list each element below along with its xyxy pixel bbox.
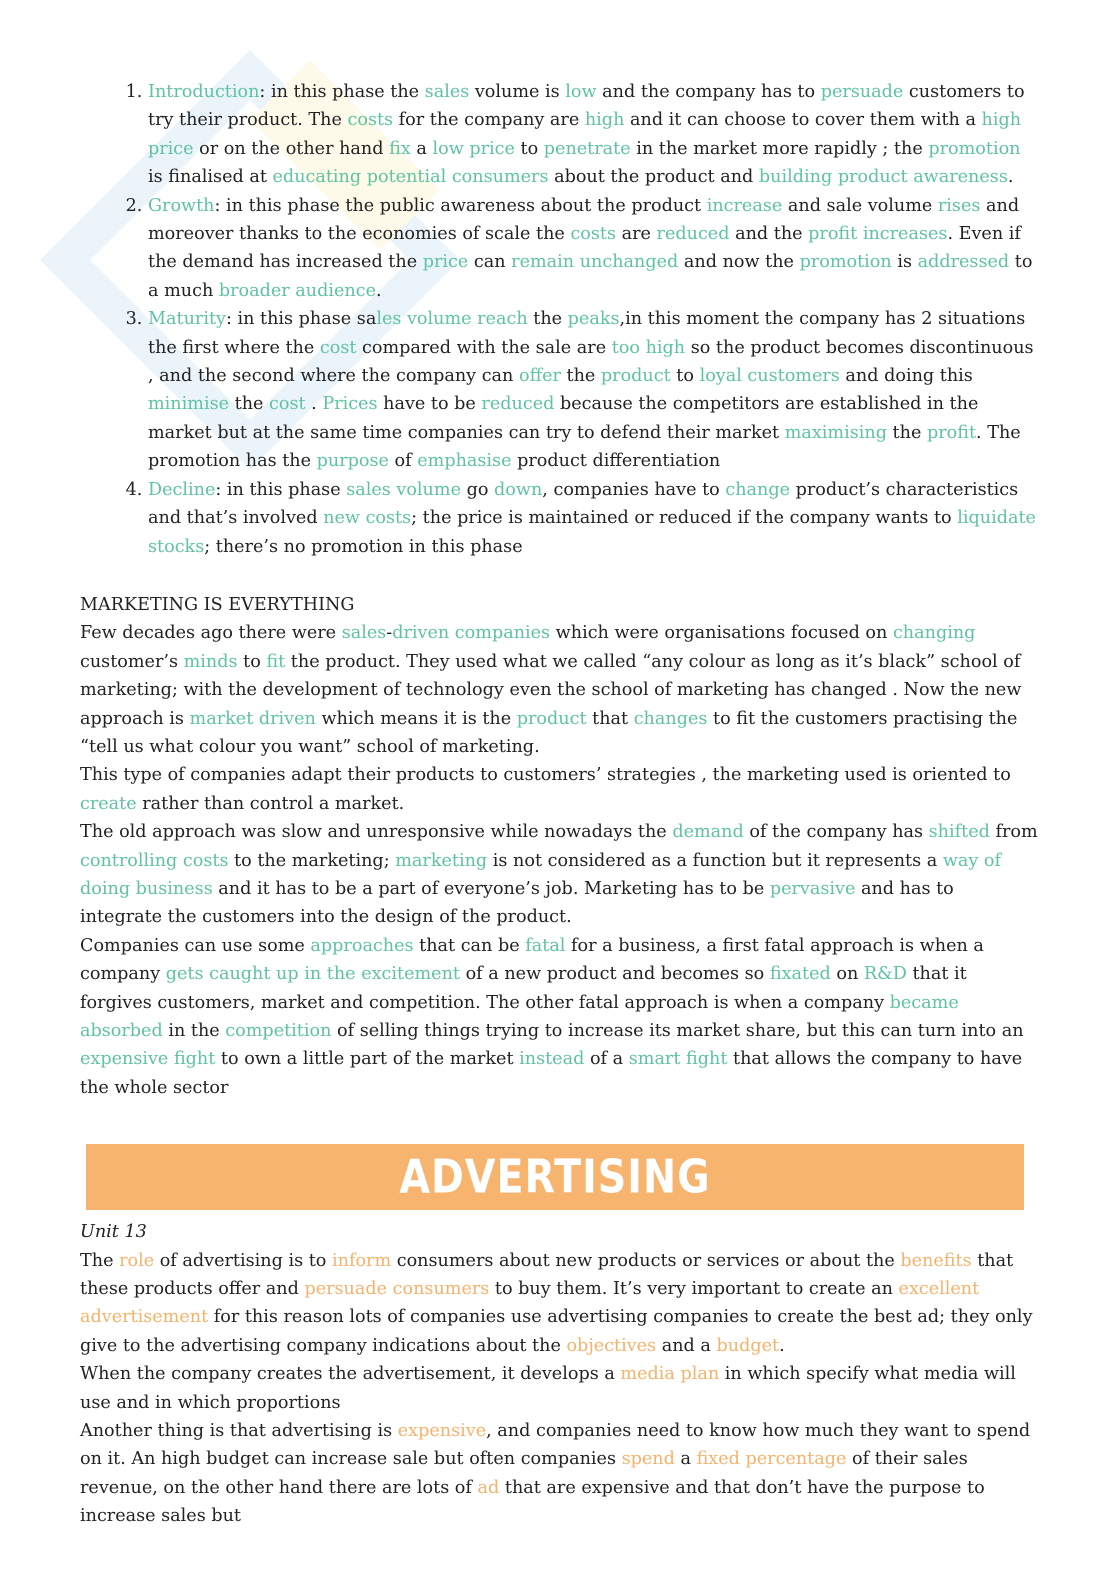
text-run: from	[989, 822, 1038, 843]
highlight-term: Growth	[148, 195, 215, 216]
highlight-term: new costs	[323, 508, 412, 529]
text-run: to own a little part of the market	[215, 1049, 520, 1070]
highlight-term: sales	[341, 623, 387, 644]
highlight-term: media plan	[620, 1364, 720, 1385]
banner-title: ADVERTISING	[399, 1150, 711, 1204]
highlight-term: peaks	[567, 309, 620, 330]
text-run: for this reason lots of companies use advertising companies to create the best ad; they only give to the advertising company indications about the	[80, 1307, 1033, 1356]
highlight-term: changing	[892, 623, 976, 644]
highlight-term: low price	[432, 138, 515, 159]
highlight-term: product	[600, 366, 671, 387]
highlight-term: maximising	[784, 422, 887, 443]
text-run: the	[527, 309, 568, 330]
highlight-term: broader audience	[218, 280, 377, 301]
highlight-term: excellent advertisement	[80, 1279, 980, 1328]
text-run: When the company creates the advertisement, it develops a	[80, 1364, 621, 1385]
text-run: on	[830, 964, 864, 985]
highlight-term: budget	[716, 1335, 780, 1356]
highlight-term: les volume reach	[376, 309, 528, 330]
text-run: to fit the customers practising the “tell us what colour you want” school of marketing.	[80, 708, 1018, 757]
text-run: .	[305, 394, 323, 415]
text-run: rather than control a market.	[136, 793, 405, 814]
highlight-term: promotion	[928, 138, 1021, 159]
text-run: go	[460, 479, 495, 500]
highlight-term: fit	[266, 651, 286, 672]
text-run: : in this phase the	[259, 82, 425, 102]
highlight-term: high price	[148, 110, 1022, 159]
text-run: the	[560, 366, 601, 387]
text-run: a	[410, 138, 433, 159]
text-run: product differentiation	[511, 451, 721, 472]
text-run: of the company has	[743, 822, 929, 843]
highlight-term: R&D	[863, 964, 907, 985]
highlight-term: offer	[518, 366, 561, 387]
highlight-term: fatal	[525, 935, 566, 956]
highlight-term: fixated	[769, 964, 831, 985]
text-run: about the product and	[548, 167, 759, 188]
text-run: because the competitors are established in the market but at the same time companies can try to defend their market	[148, 394, 979, 443]
highlight-term: increase	[706, 195, 783, 216]
text-run: to the marketing;	[228, 850, 396, 871]
text-run: in which specify what media will use and in which proportions	[80, 1364, 1016, 1413]
highlight-term: persuade	[820, 82, 904, 102]
text-run: to a much	[148, 252, 1033, 301]
highlight-term: Introduction	[148, 82, 260, 102]
highlight-term: market driven	[189, 708, 316, 729]
text-run: .	[779, 1335, 785, 1356]
text-run: and moreover thanks to the economies of scale the	[148, 195, 1020, 245]
highlight-term: instead	[519, 1049, 585, 1070]
text-run: and doing this	[839, 366, 973, 387]
text-run: to	[670, 366, 700, 387]
highlight-term: way of doing business	[80, 850, 1002, 899]
highlight-term: too high	[611, 337, 686, 358]
text-run: ; the price is maintained or reduced if the company wants to	[411, 508, 958, 529]
highlight-term: emphasise	[417, 451, 512, 472]
text-run: and it can choose to cover them with a	[624, 110, 982, 131]
text-run: of a	[584, 1049, 629, 1070]
highlight-term: fix	[389, 138, 411, 159]
highlight-term: ad	[477, 1477, 500, 1498]
paragraph	[80, 1417, 1040, 1531]
text-run: that allows the company to have the whole sector	[80, 1049, 1023, 1098]
highlight-term: costs	[347, 110, 394, 131]
highlight-term: Decline	[148, 479, 216, 500]
highlight-term: high	[584, 110, 625, 131]
text-run: and has to integrate the customers into the design of the product.	[80, 878, 954, 928]
unit-label: Unit 13	[80, 1222, 147, 1243]
text-run: -	[386, 623, 393, 644]
text-run: to buy them. It’s very important to create an	[489, 1279, 899, 1300]
highlight-term: expensive fight	[80, 1049, 216, 1070]
text-run: which were organisations focused on	[550, 623, 893, 644]
text-run: and sale volume	[782, 195, 938, 216]
text-run: , and companies need to know how much they want to spend on it. An high budget can increase sale but often companies	[80, 1421, 1031, 1470]
highlight-term: change	[725, 479, 791, 500]
text-run: to	[237, 651, 267, 672]
paragraph	[80, 818, 1040, 932]
text-run: volume is	[469, 82, 566, 102]
list-item	[148, 476, 1040, 561]
text-run: and it has to be a part of everyone’s job. Marketing has to be	[212, 878, 770, 899]
text-run: of a new product and becomes so	[459, 964, 770, 985]
text-run: that these products offer and	[80, 1250, 1014, 1300]
text-run: product’s characteristics and that’s involved	[148, 479, 1019, 529]
text-run: ,in this moment the company has 2 situations the first where the	[148, 309, 1026, 358]
text-run: have to be	[377, 394, 482, 415]
highlight-term: marketing	[395, 850, 488, 871]
highlight-term: profit	[926, 422, 977, 443]
text-run: of selling things trying to increase its market share, but this can turn into an	[331, 1021, 1024, 1041]
text-run: in the	[162, 1021, 226, 1041]
text-run: a	[674, 1449, 697, 1470]
text-run: ; there’s no promotion in this phase	[204, 536, 523, 557]
text-run: and the company has to	[596, 82, 821, 102]
highlight-term: pervasive	[769, 878, 856, 899]
paragraph	[80, 932, 1040, 1102]
advertising-banner	[86, 1144, 1024, 1210]
text-run: and the	[729, 224, 809, 245]
highlight-term: loyal customers	[699, 366, 840, 387]
highlight-term: Prices	[322, 394, 378, 415]
text-run: for a business, a first fatal approach is when a company	[80, 935, 984, 985]
text-run: the product. They used what we called “any colour as long as it’s black” school of marketing; with the development of technology even the school of marketing has changed . Now the new approach is	[80, 651, 1022, 729]
highlight-term: costs	[570, 224, 617, 245]
text-run: that are expensive and that don’t have the purpose to increase sales but	[80, 1477, 985, 1527]
highlight-term: remain unchanged	[511, 252, 679, 273]
text-run: of advertising is to	[154, 1250, 332, 1271]
text-run: , companies have to	[542, 479, 726, 500]
highlight-term: cost	[319, 337, 357, 358]
highlight-term: promotion	[799, 252, 892, 273]
highlight-term: changes	[633, 708, 708, 729]
highlight-term: sales volume	[346, 479, 461, 500]
highlight-term: became absorbed	[80, 992, 959, 1041]
text-run: This type of companies adapt their products to customers’ strategies , the marketing used is oriented to	[80, 765, 1011, 786]
text-run: in the market more rapidly ; the	[630, 138, 929, 159]
list-item	[148, 192, 1040, 306]
highlight-term: reduced	[656, 224, 730, 245]
text-run: consumers about new products or services or about the	[391, 1250, 901, 1271]
highlight-term: gets caught up in the excitement	[165, 964, 460, 985]
text-run: Companies can use some	[80, 935, 311, 956]
text-run: can	[468, 252, 512, 273]
highlight-term: smart fight	[628, 1049, 728, 1070]
text-run: . Even if the demand has increased the	[148, 224, 1021, 273]
text-run: that it forgives customers, market and competition. The other fatal approach is when a company	[80, 964, 967, 1013]
text-run: compared with the sale are	[356, 337, 612, 358]
text-run: customers to try their product. The	[148, 82, 1025, 131]
list-item	[148, 78, 1040, 192]
highlight-term: sales	[424, 82, 470, 102]
paragraph	[80, 761, 1040, 818]
lifecycle-list	[80, 78, 1040, 561]
paragraph	[80, 1360, 1040, 1417]
text-run: the	[886, 422, 927, 443]
highlight-term: spend	[621, 1449, 675, 1470]
highlight-term: competition	[225, 1021, 332, 1041]
highlight-term: approaches	[310, 935, 414, 956]
highlight-term: purpose	[316, 451, 389, 472]
text-run: .	[376, 280, 382, 301]
text-run: is	[891, 252, 918, 273]
highlight-term: demand	[672, 822, 744, 843]
highlight-term: cost	[269, 394, 306, 415]
highlight-term: persuade consumers	[304, 1279, 490, 1300]
text-run: so the product becomes discontinuous , and the second where the company can	[148, 337, 1034, 387]
highlight-term: fixed percentage	[696, 1449, 847, 1470]
text-run: is finalised at	[148, 167, 273, 188]
highlight-term: reduced	[481, 394, 555, 415]
text-run: of their sales revenue, on the other hand there are lots of	[80, 1449, 968, 1498]
text-run: to	[514, 138, 544, 159]
text-run: The	[80, 1250, 120, 1271]
highlight-term: educating potential consumers	[272, 167, 549, 188]
highlight-term: price	[422, 252, 469, 273]
text-run: the	[229, 394, 270, 415]
highlight-term: minds	[183, 651, 238, 672]
text-run: Another thing is that advertising is	[80, 1421, 398, 1442]
list-item	[148, 305, 1040, 475]
text-run: and now the	[678, 252, 800, 273]
text-run: : in this phase	[215, 479, 347, 500]
highlight-term: shifted	[928, 822, 990, 843]
highlight-term: rises	[937, 195, 981, 216]
text-run: that can be	[413, 935, 526, 956]
highlight-term: create	[80, 793, 137, 814]
text-run: : in this phase the public awareness about the product	[214, 195, 707, 216]
text-run: are	[616, 224, 657, 245]
highlight-term: driven companies	[392, 623, 551, 644]
highlight-term: Maturity	[148, 309, 226, 330]
highlight-term: role	[119, 1250, 155, 1271]
highlight-term: minimise	[148, 394, 230, 415]
highlight-term: down	[494, 479, 543, 500]
highlight-term: building product awareness	[758, 167, 1008, 188]
highlight-term: product	[516, 708, 587, 729]
highlight-term: liquidate stocks	[148, 508, 1036, 557]
highlight-term: penetrate	[543, 138, 631, 159]
text-run: or on the other hand	[193, 138, 390, 159]
highlight-term: benefits	[900, 1250, 972, 1271]
document-content	[80, 78, 1040, 1531]
text-run: : in this phase sa	[225, 309, 377, 330]
text-run: .	[1007, 167, 1014, 188]
highlight-term: objectives	[566, 1335, 657, 1356]
text-run: is not considered as a function but it represents a	[487, 850, 943, 871]
text-run: customer’s	[80, 651, 184, 672]
highlight-term: low	[565, 82, 597, 102]
highlight-term: addressed	[917, 252, 1010, 273]
text-run: Few decades ago there were	[80, 623, 342, 644]
section-heading: MARKETING IS EVERYTHING	[80, 594, 355, 615]
text-run: of	[388, 451, 418, 472]
highlight-term: profit increases	[808, 224, 948, 245]
paragraph	[80, 619, 1040, 761]
highlight-term: inform	[331, 1250, 392, 1271]
text-run: which means it is the	[315, 708, 517, 729]
text-run: for the company are	[393, 110, 585, 131]
paragraph	[80, 1247, 1040, 1361]
text-run: that	[586, 708, 634, 729]
text-run: and a	[656, 1335, 717, 1356]
text-run: . The promotion has the	[148, 422, 1021, 472]
highlight-term: expensive	[397, 1421, 487, 1442]
highlight-term: controlling costs	[80, 850, 229, 871]
text-run: The old approach was slow and unresponsive while nowadays the	[80, 822, 673, 843]
